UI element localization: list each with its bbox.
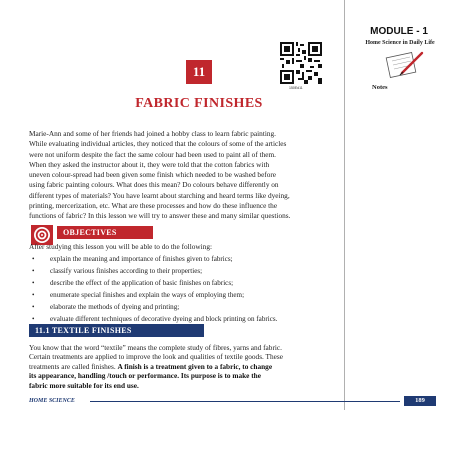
bullet: • [32, 255, 35, 263]
objective-text: elaborate the methods of dyeing and printing; [50, 303, 180, 312]
qr-code-label: 150Ed11 [289, 86, 303, 90]
section-line [29, 381, 341, 390]
section-heading: 11.1 TEXTILE FINISHES [29, 324, 204, 337]
objective-text: describe the effect of the application of basic finishes on fabrics; [50, 279, 234, 288]
module-title: MODULE - 1 [370, 26, 428, 37]
qr-code-icon[interactable] [280, 42, 322, 84]
bullet: • [32, 267, 35, 276]
objectives-heading: OBJECTIVES [57, 226, 153, 239]
objectives-list [32, 256, 344, 329]
chapter-title: FABRIC FINISHES [135, 96, 263, 111]
notes-label: Notes [372, 84, 388, 91]
section-line-plain: treatments are called finishes. [29, 361, 118, 371]
intro-line: different types of materials? You have learnt about starching and heard terms like dyeing, [29, 190, 290, 200]
definition-text: A finish is a treatment given to a fabric, to change [117, 361, 273, 371]
section-line: You know that the word “textile” means the complete study of fibres, yarns and fabric. [29, 343, 282, 352]
section-line [29, 371, 341, 380]
definition-text: its appearance, handling /touch or performance. Its purpose is to make the [29, 371, 261, 381]
section-line: Certain treatments are applied to improve the look and qualities of textile goods. These [29, 352, 283, 362]
bullet: • [32, 303, 35, 312]
chapter-number: 11 [186, 60, 212, 84]
bullet: • [32, 279, 35, 288]
intro-line: printing, mercerization, etc. What are these processes and how do these influence the [29, 201, 278, 211]
objective-text: evaluate different techniques of decorative dyeing and block printing on fabrics. [50, 315, 278, 324]
bullet: • [32, 291, 35, 300]
footer-rule [90, 401, 400, 402]
definition-text: fabric more suitable for its end use. [29, 380, 139, 390]
section-paragraph [29, 343, 341, 390]
margin-divider [344, 0, 345, 410]
objective-text: enumerate special finishes and explain the ways of employing them; [50, 291, 245, 300]
intro-line: were not uniform despite the fact the same colour had been used to paint all of them. [29, 149, 277, 159]
footer-subject: HOME SCIENCE [29, 398, 75, 404]
section-line [29, 362, 341, 371]
intro-paragraph [29, 129, 341, 222]
module-subtitle: Home Science in Daily Life [365, 40, 435, 46]
page-number: 189 [404, 396, 436, 406]
intro-line: Marie-Ann and some of her friends had joined a hobby class to learn fabric painting. [29, 129, 277, 138]
objective-text: classify various finishes according to their properties; [50, 267, 203, 276]
intro-line: While evaluating individual articles, they noticed that the colours of some of the articles [29, 139, 287, 149]
intro-line: uneven colour-spread had been given some finish which needed to be washed before [29, 170, 277, 180]
intro-line: functions of fabric? In this lesson we will try to answer these and many similar questions. [29, 211, 291, 221]
intro-line: When they asked the instructor about it, they were told that the cotton fabrics with [29, 159, 270, 169]
notes-pen-icon [382, 47, 426, 83]
objective-text: explain the meaning and importance of finishes given to fabrics; [50, 255, 233, 263]
intro-line: using fabric painting colours. What does this mean? Do colours behave differently on [29, 180, 279, 190]
bullet: • [32, 315, 35, 324]
objectives-lead: After studying this lesson you will be able to do the following: [29, 242, 213, 251]
